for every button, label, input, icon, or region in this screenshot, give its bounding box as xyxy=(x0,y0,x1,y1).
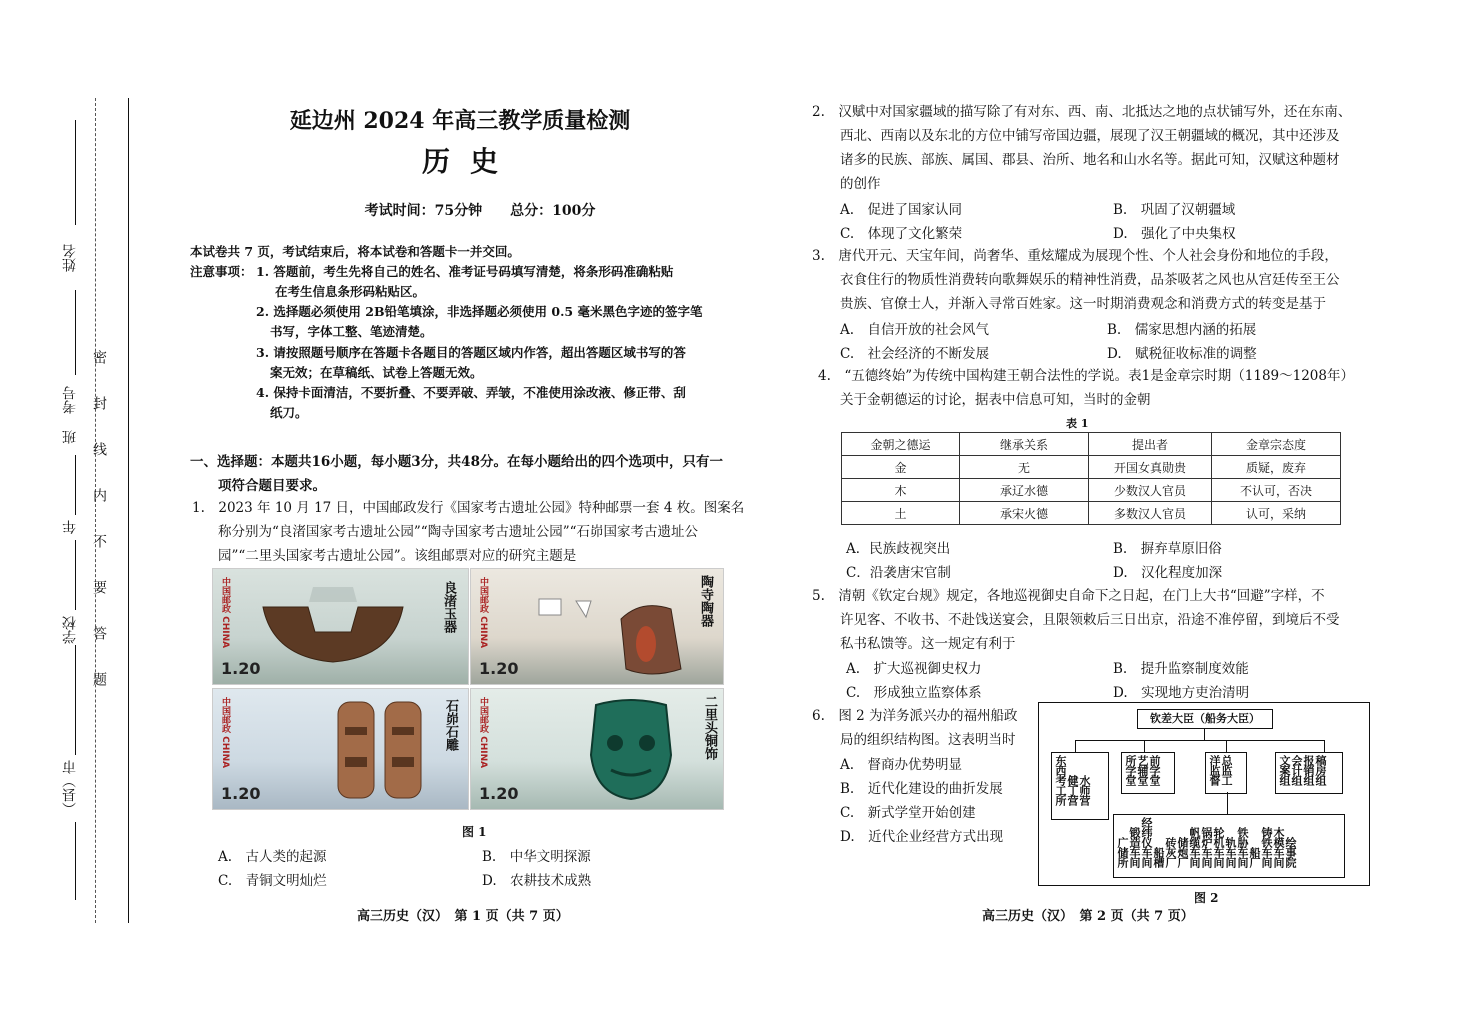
org-unit: 铁胁车间 xyxy=(1236,827,1249,867)
org-unit: 轮机车间 xyxy=(1212,827,1225,867)
note-4a: 4. 保持卡面清洁，不要折叠、不要弄破、弄皱，不准使用涂改液、修正带、刮 xyxy=(256,385,686,400)
figure-1-caption: 图 1 xyxy=(462,825,487,839)
table-header-row xyxy=(842,433,1341,456)
jade-artifact-image xyxy=(253,587,413,667)
org-unit: 洋监督 xyxy=(1208,755,1221,785)
table-cell: 木 xyxy=(842,479,960,502)
org-unit: 水师营 xyxy=(1078,775,1091,805)
table-1 xyxy=(841,432,1341,525)
city-label: （县）市 xyxy=(62,760,78,816)
org-connector xyxy=(1324,740,1325,752)
table-cell: 认可，采纳 xyxy=(1212,502,1341,525)
org-unit: 锻造车间 xyxy=(1128,827,1141,867)
q2-option-c[interactable]: C. 体现了文化繁荣 xyxy=(840,226,963,242)
q6-line1: 6. 图 2 为洋务派兴办的福州船政 xyxy=(812,708,1018,724)
exam-info: 考试时间：75分钟 总分：100分 xyxy=(364,203,596,219)
stamp-price: 1.20 xyxy=(221,659,261,678)
stone-carving-image xyxy=(323,697,433,805)
org-unit: 木模车间 xyxy=(1272,827,1285,867)
org-unit: 广储所 xyxy=(1116,837,1129,867)
table-row xyxy=(842,456,1341,479)
org-unit: 前学堂 xyxy=(1148,755,1161,785)
q4-option-b[interactable]: B. 摒弃草原旧俗 xyxy=(1113,541,1222,557)
table-cell: 金 xyxy=(842,456,960,479)
q2-line4: 的创作 xyxy=(840,176,881,192)
name-blank[interactable] xyxy=(75,120,76,225)
note-3b: 案无效；在草稿纸、试卷上答题无效。 xyxy=(270,365,483,380)
grade-label: 年 xyxy=(62,520,78,534)
org-unit: 铸铁车间 xyxy=(1260,827,1273,867)
org-unit: 报销组 xyxy=(1302,755,1315,785)
org-unit: 稿房组 xyxy=(1314,755,1327,785)
org-unit: 东西考工所 xyxy=(1054,755,1067,805)
seal-line xyxy=(128,98,129,923)
note-2a: 2. 选择题必须使用 2B铅笔填涂，非选择题必须使用 0.5 毫米黑色字迹的签字笔 xyxy=(256,304,703,319)
q5-line3: 私书私馈等。这一规定有利于 xyxy=(840,636,1016,652)
q1-line3: 园”“二里头国家考古遗址公园”。该组邮票对应的研究主题是 xyxy=(218,548,577,564)
q3-option-d[interactable]: D. 赋税征收标准的调整 xyxy=(1107,346,1257,362)
note-4b: 纸刀。 xyxy=(270,405,308,420)
org-unit: 艺辅堂 xyxy=(1136,755,1149,785)
subject-title: 历史 xyxy=(421,145,518,178)
table-header-cell: 金朝之德运 xyxy=(842,433,960,456)
table-row xyxy=(842,479,1341,502)
table-cell: 承宋火德 xyxy=(960,502,1089,525)
org-unit: 总监工 xyxy=(1220,755,1233,785)
table-1-caption: 表 1 xyxy=(1066,417,1089,430)
bottom-blank xyxy=(75,822,76,900)
q2-line2: 西北、西南以及东北的方位中铺写帝国边疆，展现了汉王朝疆域的概况，其中还涉及 xyxy=(840,128,1340,144)
org-group-2 xyxy=(1121,752,1175,794)
notes-label: 注意事项： xyxy=(190,264,253,279)
note-3a: 3. 请按照题号顺序在答题卡各题目的答题区域内作答，超出答题区域书写的答 xyxy=(256,345,686,360)
q4-option-c[interactable]: C．沿袭唐宋官制 xyxy=(846,565,951,581)
q3-option-a[interactable]: A. 自信开放的社会风气 xyxy=(840,322,990,338)
figure-2-caption: 图 2 xyxy=(1194,891,1219,905)
table-cell: 多数汉人官员 xyxy=(1089,502,1212,525)
org-unit: 健丁营 xyxy=(1066,775,1079,805)
q4-option-d[interactable]: D. 汉化程度加深 xyxy=(1113,565,1223,581)
org-connector xyxy=(1075,740,1324,741)
q2-option-a[interactable]: A. 促进了国家认同 xyxy=(840,202,963,218)
table-header-cell: 继承关系 xyxy=(960,433,1089,456)
table-row xyxy=(842,502,1341,525)
table-cell: 少数汉人官员 xyxy=(1089,479,1212,502)
exam-number-label: 考号 xyxy=(62,386,78,414)
q6-line2: 局的组织结构图。这表明当时 xyxy=(840,732,1016,748)
q3-option-c[interactable]: C. 社会经济的不断发展 xyxy=(840,346,990,362)
org-unit: 经纬仪车间 xyxy=(1140,817,1153,867)
org-unit: 船厂 xyxy=(1248,847,1261,867)
table-header-cell: 金章宗态度 xyxy=(1212,433,1341,456)
q5-option-a[interactable]: A. 扩大巡视御史权力 xyxy=(846,661,982,677)
stamp-taosi xyxy=(470,568,724,685)
stamp-country: 中国邮政 CHINA xyxy=(220,577,230,649)
section1-heading-cont: 项符合题目要求。 xyxy=(218,478,326,494)
footer-page-1: 高三历史（汉） 第 1 页（共 7 页） xyxy=(357,909,569,924)
school-label: 学校 xyxy=(62,616,78,644)
table-header-cell: 提出者 xyxy=(1089,433,1212,456)
exam-title: 延边州 2024 年高三教学质量检测 xyxy=(289,108,631,134)
q4-option-a[interactable]: A．民族歧视突出 xyxy=(846,541,951,557)
org-unit: 砖灰厂 xyxy=(1164,837,1177,867)
org-unit: 轨车间 xyxy=(1224,837,1237,867)
bronze-ornament-image xyxy=(571,695,691,805)
table-cell: 不认可，否决 xyxy=(1212,479,1341,502)
stamp-erlitou xyxy=(470,688,724,810)
org-connector xyxy=(1144,740,1145,752)
q1-option-b[interactable]: B. 中华文明探源 xyxy=(482,849,591,865)
class-label: 班 xyxy=(62,430,78,444)
stamp-title: 陶寺陶器 xyxy=(698,575,713,627)
stamp-price: 1.20 xyxy=(479,784,519,803)
q1-option-a[interactable]: A. 古人类的起源 xyxy=(218,849,327,865)
q6-option-d[interactable]: D. 近代企业经营方式出现 xyxy=(840,829,1004,845)
org-unit: 锅炉车间 xyxy=(1200,827,1213,867)
q1-option-d[interactable]: D. 农耕技术成熟 xyxy=(482,873,592,889)
table-cell: 开国女真勋贵 xyxy=(1089,456,1212,479)
stamp-price: 1.20 xyxy=(221,784,261,803)
org-unit: 储炮厂 xyxy=(1176,837,1189,867)
q2-option-d[interactable]: D. 强化了中央集权 xyxy=(1113,226,1236,242)
table-cell: 无 xyxy=(960,456,1089,479)
org-top-box: 钦差大臣（船务大臣） xyxy=(1137,709,1273,729)
q4-line1: 4. “五德终始”为传统中国构建王朝合法性的学说。表1是金章宗时期（1189～1208年） xyxy=(818,368,1354,384)
q6-option-b[interactable]: B. 近代化建设的曲折发展 xyxy=(840,781,1003,797)
q5-option-c[interactable]: C. 形成独立监察体系 xyxy=(846,685,982,701)
org-group-1 xyxy=(1051,752,1109,820)
q4-line2: 关于金朝德运的讨论，据表中信息可知，当时的金朝 xyxy=(840,392,1151,408)
stamp-price: 1.20 xyxy=(479,659,519,678)
pottery-image xyxy=(531,579,691,679)
org-connector xyxy=(1226,740,1227,752)
q5-option-b[interactable]: B. 提升监察制度效能 xyxy=(1113,661,1249,677)
q3-line3: 贵族、官僚士人，并渐入寻常百姓家。这一时期消费观念和消费方式的转变是基于 xyxy=(840,296,1326,312)
stamp-shimao xyxy=(212,688,469,810)
q3-line1: 3. 唐代开元、天宝年间，尚奢华、重炫耀成为展现个性、个人社会身份和地位的手段， xyxy=(812,248,1338,264)
org-unit: 帆缆车间 xyxy=(1188,827,1201,867)
stamp-country: 中国邮政 CHINA xyxy=(220,697,230,769)
org-unit: 所学堂 xyxy=(1124,755,1137,785)
stamp-title: 石峁石雕 xyxy=(443,699,458,751)
q5-line1: 5. 清朝《钦定台规》规定，各地巡视御史自命下之日起，在门上大书“回避”字样，不 xyxy=(812,588,1325,604)
org-unit: 绘事院 xyxy=(1284,837,1297,867)
q1-option-c[interactable]: C. 青铜文明灿烂 xyxy=(218,873,327,889)
org-group-3 xyxy=(1205,752,1247,794)
q2-line1: 2. 汉赋中对国家疆域的描写除了有对东、西、南、北抵达之地的点状铺写外，还在东南、 xyxy=(812,104,1352,120)
q3-option-b[interactable]: B. 儒家思想内涵的拓展 xyxy=(1107,322,1257,338)
q1-line1: 1. 2023 年 10 月 17 日，中国邮政发行《国家考古遗址公园》特种邮票一套 4 枚。图案名 xyxy=(192,500,745,516)
q5-line2: 许见客、不收书、不赴饯送宴会，且限领敕后三日出京，沿途不准停留，到境后不受 xyxy=(840,612,1340,628)
table-cell: 承辽水德 xyxy=(960,479,1089,502)
note-1a: 1. 答题前，考生先将自己的姓名、准考证号码填写清楚，将条形码准确粘贴 xyxy=(256,264,674,279)
name-label: 姓名 xyxy=(62,244,78,272)
stamp-title: 良渚玉器 xyxy=(441,581,456,633)
note-1b: 在考生信息条形码粘贴区。 xyxy=(275,284,426,299)
q6-option-c[interactable]: C. 新式学堂开始创建 xyxy=(840,805,976,821)
stamp-country: 中国邮政 CHINA xyxy=(478,577,488,649)
org-unit: 船槽 xyxy=(1152,847,1165,867)
q6-option-a[interactable]: A. 督商办优势明显 xyxy=(840,757,963,773)
org-unit: 文案组 xyxy=(1278,755,1291,785)
table-cell: 土 xyxy=(842,502,960,525)
stamp-liangzhu xyxy=(212,568,469,685)
figure-2-org-chart xyxy=(1038,702,1370,886)
notes-intro: 本试卷共 7 页，考试结束后，将本试卷和答题卡一并交回。 xyxy=(190,244,520,259)
stamp-country: 中国邮政 CHINA xyxy=(478,697,488,769)
table-cell: 质疑，废弃 xyxy=(1212,456,1341,479)
seal-warning: 密封线内不要答题 xyxy=(91,350,107,718)
section1-heading: 一、选择题：本题共16小题，每小题3分，共48分。在每小题给出的四个选项中，只有一 xyxy=(190,454,723,470)
org-connector xyxy=(1204,728,1205,740)
q2-line3: 诸多的民族、部族、属国、郡县、治所、地名和山水名等。据此可知，汉赋这种题材 xyxy=(840,152,1340,168)
org-connector xyxy=(1075,740,1076,752)
q5-option-d[interactable]: D. 实现地方吏治清明 xyxy=(1113,685,1250,701)
q3-line2: 衣食住行的物质性消费转向歌舞娱乐的精神性消费，品茶吸茗之风也从宫廷传至王公 xyxy=(840,272,1340,288)
footer-page-2: 高三历史（汉） 第 2 页（共 7 页） xyxy=(982,909,1194,924)
org-unit: 会计组 xyxy=(1290,755,1303,785)
org-group-5 xyxy=(1113,814,1345,878)
stamp-title: 二里头铜饰 xyxy=(702,695,717,760)
q1-line2: 称分别为“良渚国家考古遗址公园”“陶寺国家考古遗址公园”“石峁国家考古遗址公 xyxy=(218,524,699,540)
q2-option-b[interactable]: B. 巩固了汉朝疆域 xyxy=(1113,202,1236,218)
org-connector xyxy=(1227,792,1228,814)
note-2b: 书写，字体工整、笔迹清楚。 xyxy=(270,324,433,339)
org-group-4 xyxy=(1275,752,1343,794)
